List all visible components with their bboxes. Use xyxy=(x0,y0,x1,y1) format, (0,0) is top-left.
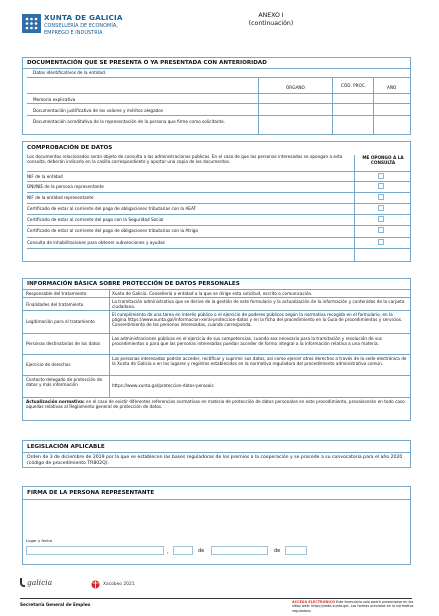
verify-item-atriga: Certificado de estar al corriente del pago de obligaciones tributarias con la Atriga xyxy=(27,228,198,233)
org-title: XUNTA DE GALICIA xyxy=(44,13,123,22)
privacy-text-destinatarias: Las administraciones públicas en el ejercicio de sus competencias, cuando sea necesario para la tramitación y resolución de sus procedimientos o para que las personas interesadas puedan acceder de forma integral a la información relativa a una materia. xyxy=(112,336,382,347)
privacy-label-contacto: Contacto delegado de protección de datos y más información xyxy=(26,377,103,388)
legislation-text: Orden de 3 de diciembre de 2019 por la que se establecen las bases reguladoras de los premios a la cooperación y se procede a su convocatoria para el año 2020 (código de procedimiento TR802Q). xyxy=(27,455,403,466)
verify-item-nif-entidad: NIF de la entidad xyxy=(27,174,63,179)
place-field[interactable] xyxy=(26,546,164,555)
annex-title: ANEXO I xyxy=(258,12,284,19)
docs-item-identification: Datos identificativos de la entidad. xyxy=(33,70,107,75)
oppose-checkbox-inhabilitaciones[interactable] xyxy=(378,239,384,245)
legislation-title: LEGISLACIÓN APLICABLE xyxy=(27,444,105,450)
docs-item-representacion: Documentación acreditativa de la representación de la persona que firme como solicitante. xyxy=(33,119,226,124)
privacy-text-finalidades: La tramitación administrativa que se derive de la gestión de este formulario y la actualización de la información y contenidos de la carpeta ciudadana. xyxy=(112,299,405,310)
month-field[interactable] xyxy=(211,546,268,555)
oppose-checkbox-atriga[interactable] xyxy=(378,227,384,233)
verify-section xyxy=(22,141,411,262)
electronic-notice-text: Este formulario solo podrá presentarse en los sitios web: https://sede.xunta.gal. Las formas previstas en la normativa reguladora. xyxy=(292,600,414,613)
galicia-mark-icon xyxy=(20,578,25,587)
docs-col-ano: AÑO xyxy=(387,85,397,90)
verify-item-inhabilitaciones: Consulta de inhabilitaciones para obtener subvenciones y ayudas xyxy=(27,240,165,245)
xacobeo-shell-icon xyxy=(91,580,100,589)
de-separator-1: de xyxy=(198,548,205,554)
privacy-text-responsable: Xunta de Galicia. Consellería o entidad a la que se dirige esta solicitud, escrito o comunicación. xyxy=(112,291,313,296)
verify-item-dni-representante: DNI/NIE de la persona representante xyxy=(27,184,104,189)
org-subtitle-1: CONSELLERÍA DE ECONOMÍA, xyxy=(44,23,118,29)
secretaria-label: Secretaría General de Empleo xyxy=(20,602,91,607)
galicia-wordmark: galicia xyxy=(27,578,53,587)
privacy-label-finalidades: Finalidades del tratamiento xyxy=(26,302,84,307)
year-field[interactable] xyxy=(285,546,307,555)
privacy-label-derechos: Ejercicio de derechos xyxy=(26,362,71,367)
oppose-checkbox-seguridad-social[interactable] xyxy=(378,216,384,222)
privacy-text-contacto[interactable]: https://www.xunta.gal/proteccion-datos-persoais xyxy=(112,383,214,388)
privacy-footer-note xyxy=(26,399,408,409)
place-date-label: Lugar y fecha xyxy=(26,538,52,543)
signature-title: FIRMA DE LA PERSONA REPRESENTANTE xyxy=(27,490,155,496)
privacy-title: INFORMACIÓN BÁSICA SOBRE PROTECCIÓN DE DATOS PERSONALES xyxy=(27,281,240,287)
verify-item-nif-representante: NIF de la entidad representante xyxy=(27,195,94,200)
verify-col-oppose: ME OPONGO A LA CONSULTA xyxy=(362,155,404,166)
oppose-checkbox-nif-representante[interactable] xyxy=(378,194,384,200)
de-separator-2: de xyxy=(274,548,281,554)
comma-separator: , xyxy=(167,549,169,555)
annex-subtitle: (continuación) xyxy=(248,20,294,27)
privacy-section xyxy=(22,278,411,421)
verify-item-seguridad-social: Certificado de estar al corriente del pago con la Seguridad Social xyxy=(27,217,164,222)
xacobeo-logo xyxy=(91,580,135,589)
docs-col-organo: ÓRGANO xyxy=(286,85,305,90)
oppose-checkbox-nif-entidad[interactable] xyxy=(378,173,384,179)
xunta-logo xyxy=(22,14,41,33)
xacobeo-wordmark: Xacobeo 2021 xyxy=(103,582,135,587)
footer-divider xyxy=(20,598,412,599)
signature-section xyxy=(22,486,411,565)
verify-title: COMPROBACIÓN DE DATOS xyxy=(27,145,113,151)
docs-section xyxy=(22,57,411,135)
verify-item-aeat: Certificado de estar al corriente del pago de obligaciones tributarias con la AEAT xyxy=(27,206,197,211)
electronic-notice-red: ACCESO ELECTRÓNICO xyxy=(292,600,335,604)
oppose-checkbox-aeat[interactable] xyxy=(378,205,384,211)
org-subtitle-2: EMPREGO E INDUSTRIA xyxy=(44,30,103,36)
privacy-label-legitimacion: Legitimación para el tratamiento xyxy=(26,319,95,324)
privacy-label-destinatarias: Personas destinatarias de los datos xyxy=(26,341,101,346)
docs-title: DOCUMENTACIÓN QUE SE PRESENTA O YA PRESENTADA CON ANTERIORIDAD xyxy=(27,60,267,66)
docs-item-meritos: Documentación justificativa de los valores y méritos alegados xyxy=(33,108,164,113)
privacy-text-legitimacion: El cumplimiento de una tarea en interés público o el ejercicio de poderes públicos según la normativa recogida en el formulario, en la página https://www.xunta.gal/informacion-xeral-proteccion-datos y en la ficha del procedimiento en la Guía de procedimientos y servicios. Consentimiento de las personas interesadas, cuando corresponda. xyxy=(112,312,403,328)
galicia-logo xyxy=(20,578,52,587)
privacy-text-derechos: Las personas interesadas podrán acceder, rectificar y suprimir sus datos, así como ejercer otros derechos a través de la sede electrónica de la Xunta de Galicia o en los lugares y registros establecidos en la normativa reguladora del procedimiento administrativo común. xyxy=(112,356,407,367)
privacy-footer-text: en el caso de existir diferentes referencias normativas en materia de protección de datos personales en este procedimiento, prevalecerán en todo caso aquellas relativas al Reglamento general de protección de datos. xyxy=(26,399,405,410)
privacy-footer-bold: Actualización normativa: xyxy=(26,399,85,404)
verify-intro: Los documentos relacionados serán objeto de consulta a las administraciones públicas. En el caso de que las personas interesadas se opongan a esta consulta, deberán indicarlo en la casilla correspondiente y aportar una copia de los documentos. xyxy=(27,154,343,165)
day-field[interactable] xyxy=(173,546,193,555)
privacy-label-responsable: Responsable del tratamiento xyxy=(26,291,87,296)
docs-item-memoria: Memoria explicativa xyxy=(33,97,76,102)
electronic-notice xyxy=(292,600,416,613)
legislation-section xyxy=(22,440,411,468)
oppose-checkbox-dni-representante[interactable] xyxy=(378,183,384,189)
xunta-emblem-icon xyxy=(22,14,41,33)
docs-col-cod: CÓD. PROC. xyxy=(341,83,367,88)
